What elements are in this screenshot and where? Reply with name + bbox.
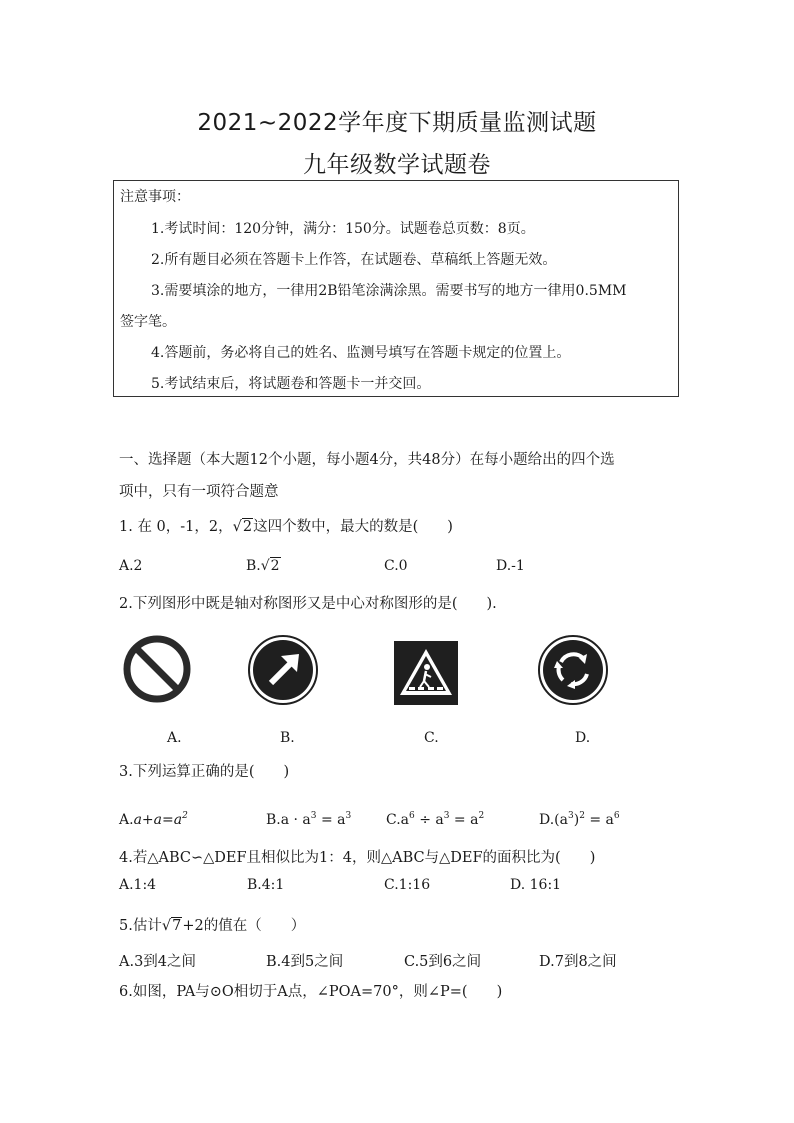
q1-option-a[interactable]: A.2 [119,558,143,574]
q1-option-d[interactable]: D.-1 [496,558,525,574]
question-1-stem [119,515,453,536]
q4-option-b[interactable]: B.4:1 [247,877,285,893]
section-intro-cont: 项中，只有一项符合题意 [119,484,279,500]
notice-item: 1.考试时间：120分钟，满分：150分。试题卷总页数：8页。 [151,221,535,237]
q3-option-b[interactable]: $B.a \cdot a^3 = a^3$ [266,811,352,828]
q5-option-c[interactable]: C.5到6之间 [404,954,482,970]
q1-suffix: 这四个数中，最大的数是( ) [253,519,453,535]
q4-option-c[interactable]: C.1:16 [384,877,431,893]
notice-item: 2.所有题目必须在答题卡上作答，在试题卷、草稿纸上答题无效。 [151,252,557,268]
q5-option-a[interactable]: A.3到4之间 [119,954,197,970]
question-5-stem: 5.估计√7+2的值在（ ） [119,918,306,934]
q4-option-a[interactable]: A.1:4 [119,877,157,893]
q5-option-d[interactable]: D.7到8之间 [539,954,617,970]
question-3-stem: 3.下列运算正确的是( ) [119,764,290,780]
q1-prefix: 1. 在 0，-1，2， [119,519,233,535]
exam-title: 2021~2022学年度下期质量监测试题 [197,110,597,136]
sqrt-symbol: √2 [232,519,253,535]
q4-option-d[interactable]: D. 16:1 [510,877,562,893]
question-4-stem: 4.若△ABC∽△DEF且相似比为1：4，则△ABC与△DEF的面积比为( ) [119,850,596,866]
notice-heading: 注意事项： [120,189,190,205]
q1-option-c[interactable]: C.0 [384,558,408,574]
q5-option-b[interactable]: B.4到5之间 [266,954,344,970]
notice-item: 3.需要填涂的地方，一律用2B铅笔涂满涂黑。需要书写的地方一律用0.5MM [151,283,627,299]
question-6-stem: 6.如图，PA与⊙O相切于A点，∠POA=70°，则∠P=( ) [119,984,503,1000]
q1-option-b[interactable]: B.√2 [246,558,280,574]
q2-option-d[interactable]: D. [575,730,591,746]
notice-item: 5.考试结束后，将试题卷和答题卡一并交回。 [151,376,431,392]
sqrt-symbol: √2 [260,558,280,574]
notice-item: 4.答题前，务必将自己的姓名、监测号填写在答题卡规定的位置上。 [151,345,571,361]
no-entry-sign-icon [122,634,192,704]
pedestrian-crossing-sign-icon [394,641,458,705]
notice-item: 签字笔。 [120,314,176,330]
roundabout-sign-icon [537,634,609,706]
sqrt-symbol: √7 [161,918,182,934]
q3-option-c[interactable]: $C.a^6 \div a^3 = a^2$ [386,811,485,828]
q3-option-a[interactable]: $A.a+a=a^2$ [119,811,188,828]
q2-option-c[interactable]: C. [424,730,439,746]
exam-subtitle: 九年级数学试题卷 [303,152,491,178]
q2-option-a[interactable]: A. [167,730,182,746]
arrow-up-right-sign-icon [247,634,319,706]
question-2-stem: 2.下列图形中既是轴对称图形又是中心对称图形的是( ). [119,596,497,612]
q2-option-b[interactable]: B. [280,730,295,746]
section-intro: 一、选择题（本大题12个小题，每小题4分，共48分）在每小题给出的四个选 [119,452,615,468]
q3-option-d[interactable]: $D.(a^3)^2 = a^6$ [539,811,620,828]
